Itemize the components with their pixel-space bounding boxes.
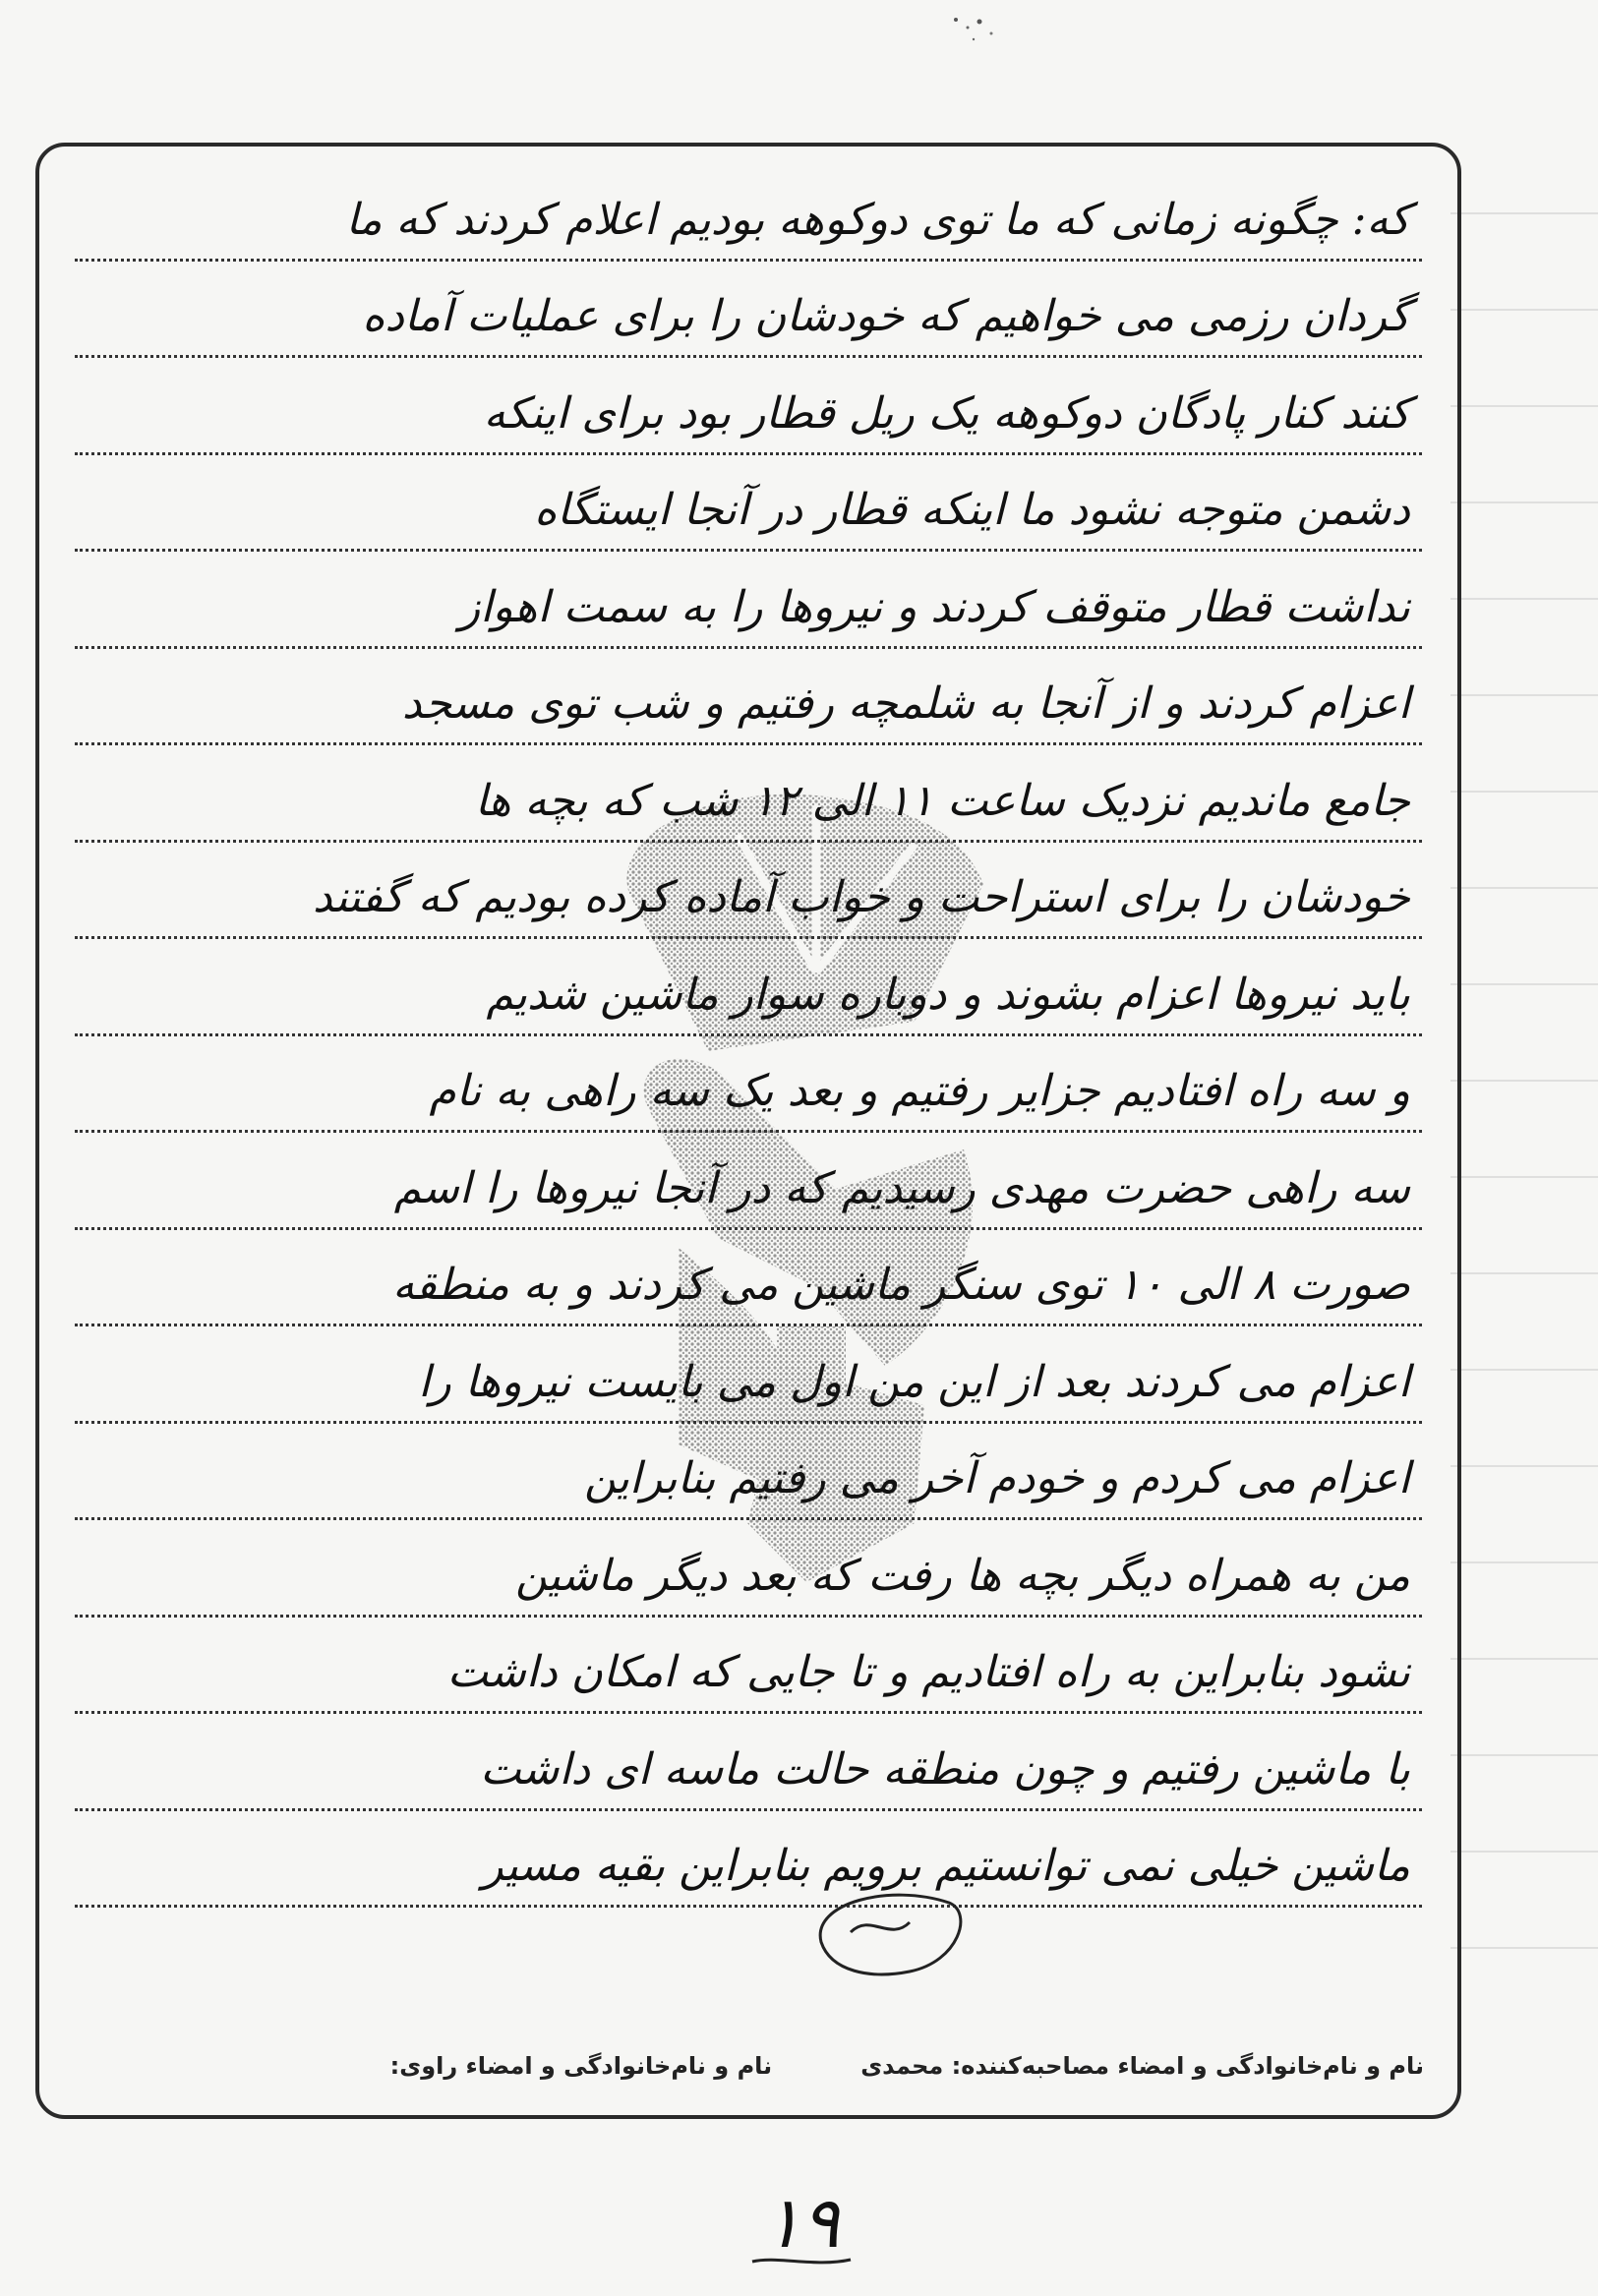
handwritten-line: گردان رزمی می خواهیم که خودشان را برای عملیات آماده: [75, 262, 1422, 359]
handwritten-line: اعزام می کردند بعد از این من اول می بایست نیروها را: [75, 1326, 1422, 1424]
handwritten-line: دشمن متوجه نشود ما اینکه قطار در آنجا ایستگاه: [75, 455, 1422, 553]
handwritten-line: نشود بنابراین به راه افتادیم و تا جایی که امکان داشت: [75, 1618, 1422, 1715]
scan-speck: [944, 10, 1003, 49]
handwritten-line: اعزام کردند و از آنجا به شلمچه رفتیم و شب توی مسجد: [75, 649, 1422, 746]
handwritten-signature: [801, 1873, 969, 1991]
handwritten-line: اعزام می کردم و خودم آخر می رفتیم بنابراین: [75, 1424, 1422, 1521]
writing-frame: [35, 143, 1461, 2119]
page-number: ۱۹: [763, 2181, 840, 2264]
handwritten-line: کنند کنار پادگان دوکوهه یک ریل قطار بود برای اینکه: [75, 358, 1422, 455]
handwritten-line: صورت ۸ الی ۱۰ توی سنگر ماشین می کردند و به منطقه: [75, 1230, 1422, 1327]
handwritten-line: با ماشین رفتیم و چون منطقه حالت ماسه ای داشت: [75, 1714, 1422, 1811]
handwritten-line: خودشان را برای استراحت و خواب آماده کرده بودیم که گفتند: [75, 843, 1422, 940]
handwritten-line: و سه راه افتادیم جزایر رفتیم و بعد یک سه راهی به نام: [75, 1036, 1422, 1134]
signature-footer: [75, 2036, 1428, 2095]
handwritten-line: سه راهی حضرت مهدی رسیدیم که در آنجا نیروها را اسم: [75, 1133, 1422, 1230]
bleed-through-shadow: [1450, 118, 1598, 1986]
handwritten-line: جامع ماندیم نزدیک ساعت ۱۱ الی ۱۲ شب که بچه ها: [75, 745, 1422, 843]
interviewer-signature-label: نام و نام‌خانوادگی و امضاء مصاحبه‌کننده: محمدی: [860, 2052, 1424, 2080]
page-number-underline: [747, 2252, 856, 2271]
handwritten-line: ماشین خیلی نمی توانستیم برویم بنابراین بقیه مسیر: [75, 1811, 1422, 1909]
narrator-signature-label: نام و نام‌خانوادگی و امضاء راوی:: [389, 2052, 773, 2080]
handwritten-line: نداشت قطار متوقف کردند و نیروها را به سمت اهواز: [75, 552, 1422, 649]
handwritten-body: [75, 164, 1422, 1908]
handwritten-line: که: چگونه زمانی که ما توی دوکوهه بودیم اعلام کردند که ما: [75, 164, 1422, 262]
handwritten-line: من به همراه دیگر بچه ها رفت که بعد دیگر ماشین: [75, 1520, 1422, 1618]
handwritten-line: باید نیروها اعزام بشوند و دوباره سوار ماشین شدیم: [75, 939, 1422, 1036]
